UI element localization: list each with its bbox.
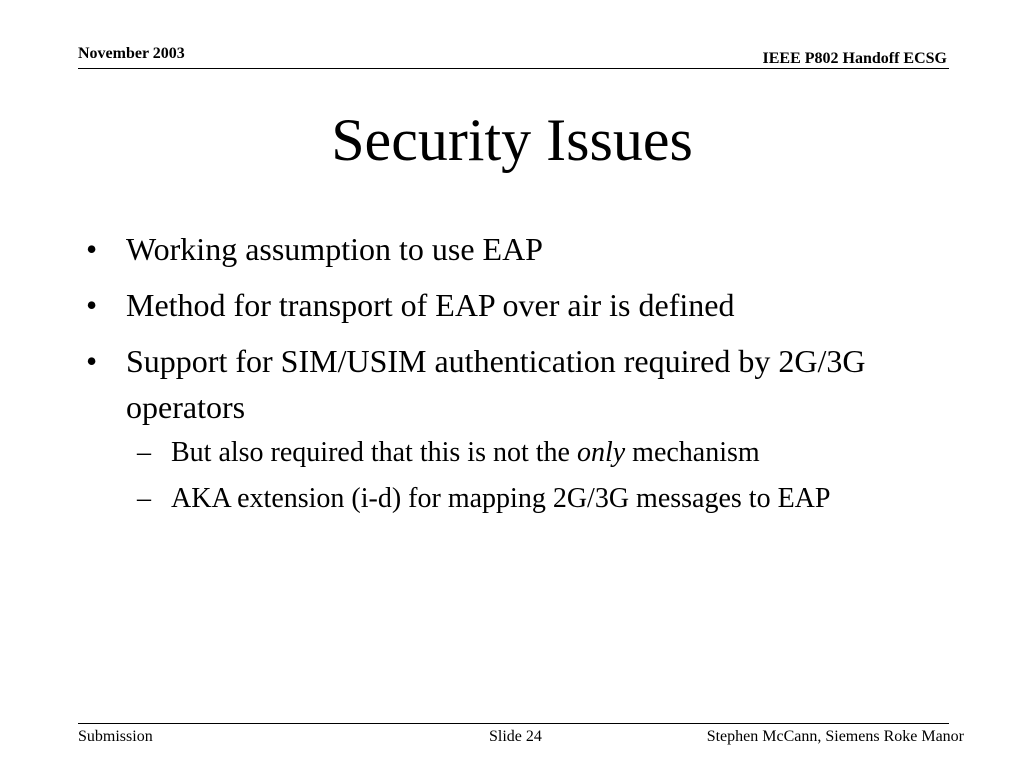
- bullet-text: Support for SIM/USIM authentication required by 2G/3G operators: [126, 343, 866, 425]
- footer-submission: Submission: [78, 728, 153, 745]
- bullet-text: Method for transport of EAP over air is defined: [126, 287, 735, 323]
- bullet-text: Working assumption to use EAP: [126, 231, 543, 267]
- header-group-name: IEEE P802 Handoff ECSG: [762, 50, 947, 67]
- sub-bullet-emphasis: only: [576, 437, 626, 468]
- header-date: November 2003: [78, 45, 185, 62]
- sub-bullet-marker: –: [137, 437, 151, 468]
- sub-bullet-text-after: mechanism: [625, 437, 760, 468]
- bullet-item: [78, 226, 948, 272]
- sub-bullet-text: AKA extension (i-d) for mapping 2G/3G messages to EAP: [171, 483, 831, 514]
- footer-divider: [78, 723, 949, 724]
- sub-bullet-marker: –: [137, 483, 151, 514]
- sub-bullet-item: [78, 434, 948, 472]
- header-divider: [78, 68, 949, 69]
- bullet-item: [78, 338, 948, 430]
- slide-body: [78, 226, 948, 526]
- sub-bullet-text-before: But also required that this is not the: [171, 437, 577, 468]
- footer-author: Stephen McCann, Siemens Roke Manor: [706, 728, 964, 745]
- slide-title: Security Issues: [331, 107, 693, 173]
- sub-bullet-item: [78, 480, 948, 518]
- bullet-marker: •: [86, 287, 98, 323]
- bullet-marker: •: [86, 343, 98, 379]
- bullet-item: [78, 282, 948, 328]
- bullet-marker: •: [86, 231, 98, 267]
- footer-slide-number: Slide 24: [489, 728, 542, 745]
